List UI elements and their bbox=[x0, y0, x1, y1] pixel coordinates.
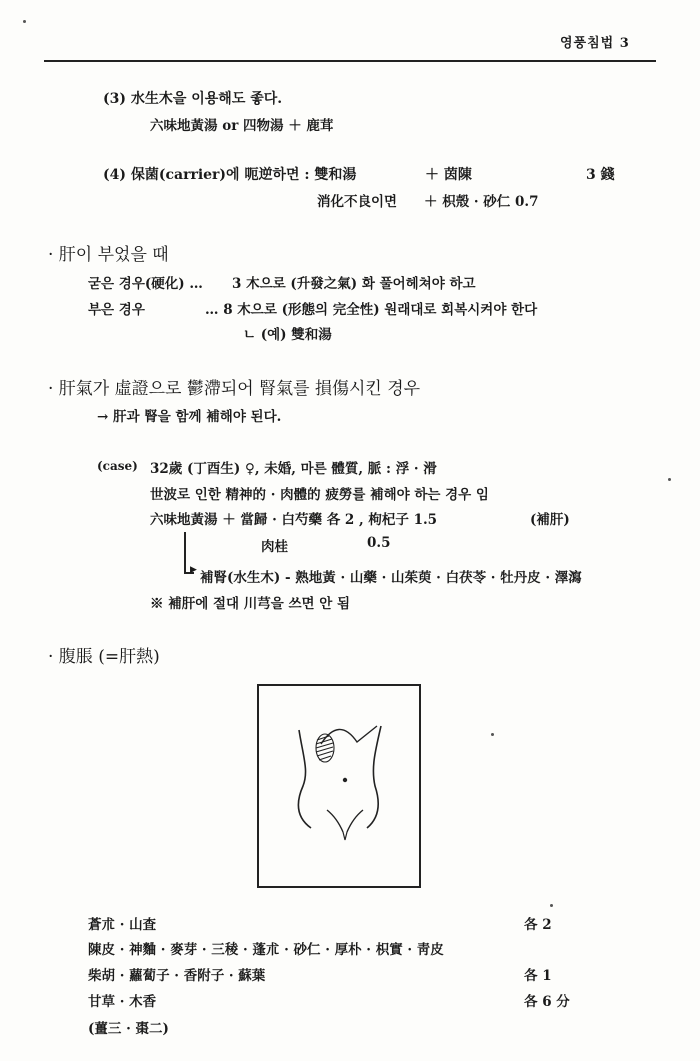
header-rule bbox=[44, 60, 656, 62]
case-label: (case) bbox=[97, 459, 138, 473]
cinnamon-label: 肉桂 bbox=[261, 539, 288, 555]
section-3-formula: 六味地黃湯 or 四物湯 ＋ 鹿茸 bbox=[150, 118, 334, 134]
case-line-3-note: (補肝) bbox=[530, 512, 570, 528]
section-4-plus1: ＋ 茵陳 bbox=[425, 167, 472, 183]
scan-speck bbox=[550, 904, 553, 907]
hard-case-label: 굳은 경우(硬化) … bbox=[88, 276, 203, 292]
section-4-label: (4) 保菌(carrier)에 呃逆하면 : 雙和湯 bbox=[103, 167, 357, 183]
rx-herbs-3: 柴胡 · 蘿蔔子 · 香附子 · 蘇葉 bbox=[88, 968, 266, 984]
bu-shen-line: 補腎(水生木) ‐ 熟地黃 · 山藥 · 山茱萸 · 白茯苓 · 牡丹皮 · 澤瀉 bbox=[200, 570, 582, 586]
bracket-arrow-icon: ▶ bbox=[190, 565, 197, 575]
case-line-3: 六味地黃湯 ＋ 當歸 · 白芍藥 各 2 , 枸杞子 1.5 bbox=[150, 512, 438, 528]
liver-swollen-heading: · 肝이 부었을 때 bbox=[48, 245, 169, 265]
rx-herbs-1: 蒼朮 · 山査 bbox=[88, 917, 157, 933]
rx-dose-3: 各 1 bbox=[524, 968, 552, 984]
abdomen-figure bbox=[257, 684, 421, 888]
cinnamon-dose: 0.5 bbox=[367, 535, 391, 551]
section-4-dose1: 3 錢 bbox=[586, 167, 615, 183]
rx-herbs-2: 陳皮 · 神麯 · 麥芽 · 三稜 · 蓬朮 · 砂仁 · 厚朴 · 枳實 · 靑皮 bbox=[88, 942, 444, 958]
case-line-2: 世波로 인한 精神的 · 肉體的 疲勞를 補해야 하는 경우 임 bbox=[150, 487, 489, 503]
scan-speck bbox=[668, 478, 671, 481]
bracket-vertical bbox=[184, 532, 186, 572]
scan-speck bbox=[491, 733, 494, 736]
warning-line: ※ 補肝에 절대 川芎을 쓰면 안 됨 bbox=[150, 596, 351, 612]
rx-herbs-4: 甘草 · 木香 bbox=[88, 994, 157, 1010]
case-line-1: 32歲 (丁酉生) ♀, 未婚, 마른 體質, 脈 : 浮 · 滑 bbox=[150, 461, 437, 477]
example-formula: ㄴ (예) 雙和湯 bbox=[243, 327, 332, 343]
section-3-title: (3) 水生木을 이용해도 좋다. bbox=[103, 91, 283, 107]
section-4-condition2: 消化不良이면 bbox=[317, 194, 398, 210]
rx-dose-1: 各 2 bbox=[524, 917, 552, 933]
hard-case-text: 3 木으로 (升發之氣) 화 풀어헤쳐야 하고 bbox=[232, 276, 476, 292]
arrow-note: → 肝과 腎을 함께 補해야 된다. bbox=[97, 409, 282, 425]
section-4-plus2: ＋ 枳殼 · 砂仁 0.7 bbox=[424, 194, 539, 210]
page-header: 영풍침법 3 bbox=[560, 36, 630, 51]
liver-deficient-heading: · 肝氣가 虛證으로 鬱滯되어 腎氣를 損傷시킨 경우 bbox=[48, 379, 421, 399]
torso-outline-icon bbox=[259, 686, 419, 886]
scan-speck bbox=[23, 20, 26, 23]
rx-herbs-5: (薑三 · 棗二) bbox=[88, 1021, 169, 1037]
soft-case-label: 부은 경우 bbox=[88, 302, 145, 318]
rx-dose-4: 各 6 分 bbox=[524, 994, 570, 1010]
abdomen-heading: · 腹脹 (=肝熱) bbox=[48, 647, 160, 667]
soft-case-text: … 8 木으로 (形態의 完全性) 원래대로 회복시켜야 한다 bbox=[205, 302, 538, 318]
